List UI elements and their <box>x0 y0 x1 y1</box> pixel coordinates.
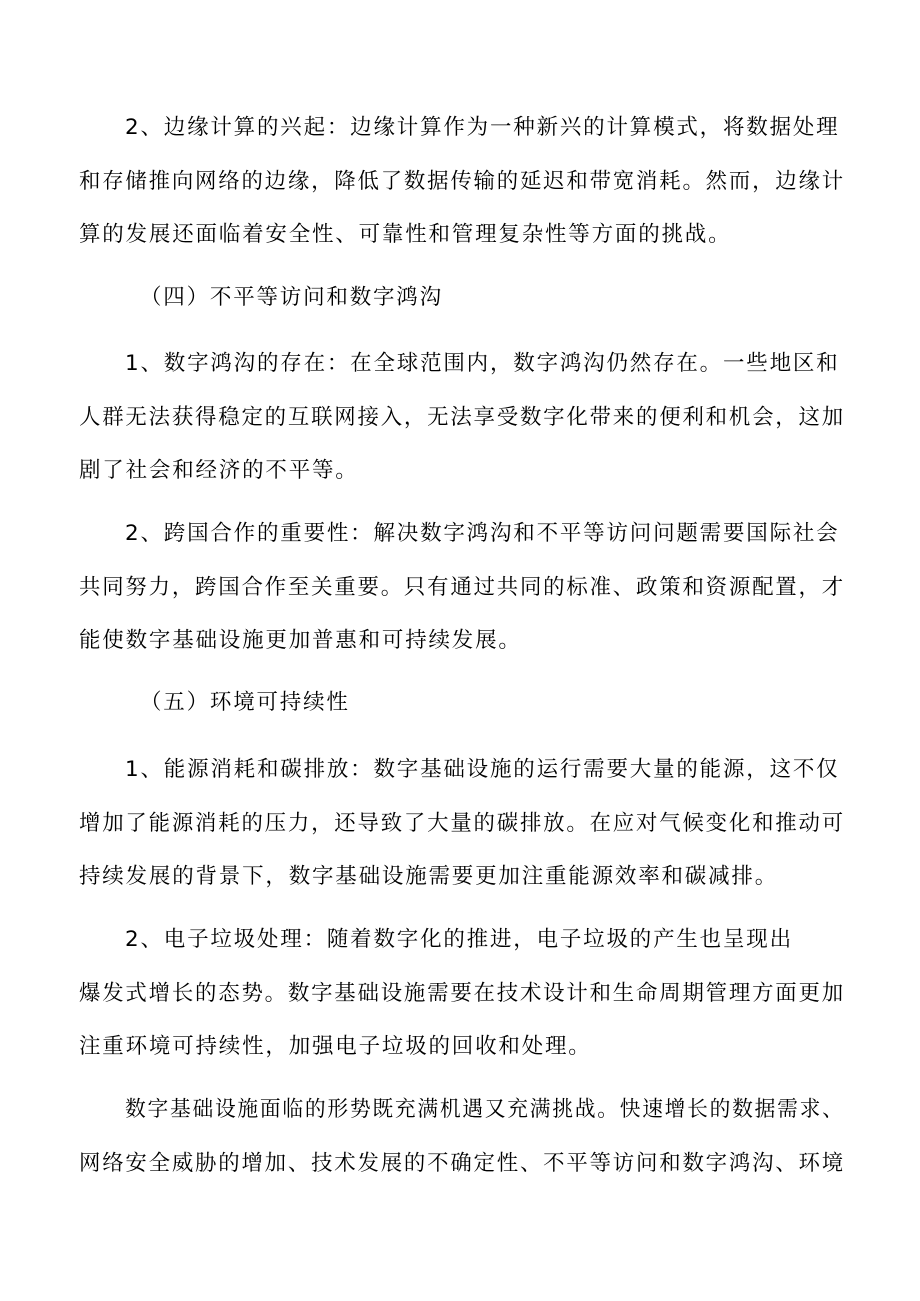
paragraph-line: 算的发展还面临着安全性、可靠性和管理复杂性等方面的挑战。 <box>79 222 732 247</box>
paragraph-line: 数字基础设施面临的形势既充满机遇又充满挑战。快速增长的数据需求、 <box>125 1097 845 1122</box>
paragraph-line: 爆发式增长的态势。数字基础设施需要在技术设计和生命周期管理方面更加 <box>79 981 845 1006</box>
paragraph-line: 共同努力，跨国合作至关重要。只有通过共同的标准、政策和资源配置，才 <box>79 575 845 600</box>
paragraph-line: 持续发展的背景下，数字基础设施需要更加注重能源效率和碳减排。 <box>79 864 779 889</box>
paragraph-line: 能使数字基础设施更加普惠和可持续发展。 <box>79 628 522 653</box>
paragraph-line: 注重环境可持续性，加强电子垃圾的回收和处理。 <box>79 1034 592 1059</box>
section-heading: （五）环境可持续性 <box>140 690 350 715</box>
paragraph-line: 2、跨国合作的重要性：解决数字鸿沟和不平等访问问题需要国际社会 <box>125 521 840 546</box>
section-heading: （四）不平等访问和数字鸿沟 <box>140 285 443 310</box>
paragraph-line: 剧了社会和经济的不平等。 <box>79 458 359 483</box>
paragraph-line: 和存储推向网络的边缘，降低了数据传输的延迟和带宽消耗。然而，边缘计 <box>79 169 845 194</box>
paragraph-line: 网络安全威胁的增加、技术发展的不确定性、不平等访问和数字鸿沟、环境 <box>79 1151 845 1176</box>
paragraph-line: 1、数字鸿沟的存在：在全球范围内，数字鸿沟仍然存在。一些地区和 <box>125 351 840 376</box>
paragraph-line: 2、边缘计算的兴起：边缘计算作为一种新兴的计算模式，将数据处理 <box>125 115 840 140</box>
paragraph-line: 1、能源消耗和碳排放：数字基础设施的运行需要大量的能源，这不仅 <box>125 757 840 782</box>
paragraph-line: 人群无法获得稳定的互联网接入，无法享受数字化带来的便利和机会，这加 <box>79 405 845 430</box>
paragraph-line: 增加了能源消耗的压力，还导致了大量的碳排放。在应对气候变化和推动可 <box>79 811 845 836</box>
paragraph-line: 2、电子垃圾处理：随着数字化的推进，电子垃圾的产生也呈现出 <box>125 927 793 952</box>
